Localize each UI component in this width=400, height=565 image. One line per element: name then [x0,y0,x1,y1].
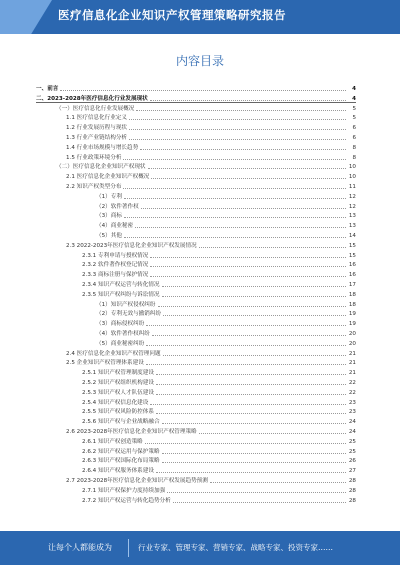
toc-page-number: 24 [348,419,356,426]
toc-leader-dots [123,159,346,160]
toc-entry-text: 2.7.1 知识产权保护力度持续加强 [82,487,166,494]
toc-leader-dots [129,119,346,120]
toc-entry[interactable] [36,358,356,366]
toc-entry-text: （2）专利无效与撤销纠纷 [96,311,162,318]
toc-entry[interactable] [36,162,356,170]
toc-entry-text: （5）商业秘密纠纷 [96,340,145,347]
toc-leader-dots [162,423,346,424]
toc-page-number: 8 [352,144,356,151]
toc-entry[interactable] [36,231,356,239]
toc-entry-text: 2.4 医疗信息化企业知识产权管理问题 [66,350,161,357]
toc-leader-dots [146,345,346,346]
toc-leader-dots [150,404,346,405]
toc-entry-text: （1）知识产权侵权纠纷 [96,301,156,308]
toc-page-number: 19 [348,321,356,328]
toc-entry[interactable] [36,94,356,102]
toc-entry[interactable] [36,476,356,484]
toc-entry-text: 2.3.3 商标注册与保护情况 [82,272,149,279]
toc-entry-text: 2.5.6 知识产权与企业战略融合 [82,419,160,426]
toc-entry-text: 2.5.3 知识产权人才队伍建设 [82,389,154,396]
toc-entry[interactable] [36,221,356,229]
toc-leader-dots [150,100,346,101]
toc-entry[interactable] [36,192,356,200]
toc-leader-dots [150,257,346,258]
toc-leader-dots [163,355,346,356]
toc-leader-dots [156,384,346,385]
toc-entry-text: 2.6.4 知识产权服务体系建设 [82,468,154,475]
toc-entry-text: 一、前言 [36,86,59,92]
toc-page-number: 6 [352,125,356,132]
toc-entry-text: （4）商业秘密 [96,223,134,230]
toc-entry[interactable] [36,290,356,298]
toc-page-number: 28 [348,478,356,484]
toc-leader-dots [124,237,346,238]
toc-leader-dots [124,217,346,218]
toc-entry-text: 2.6.2 知识产权运用与保护策略 [82,448,160,455]
toc-leader-dots [156,394,346,395]
toc-page-number: 21 [348,360,356,367]
toc-leader-dots [156,413,346,414]
toc-entry[interactable] [36,329,356,337]
toc-page-number: 16 [348,262,356,269]
toc-entry-text: 2.6 2023-2028年医疗信息化企业知识产权管理策略 [66,429,197,435]
toc-entry-text: 1.4 行业市场规模与增长趋势 [66,144,139,151]
toc-leader-dots [140,149,346,150]
toc-page-number: 20 [348,340,356,347]
toc-entry[interactable] [36,251,356,259]
toc-entry-text: 2.5.4 知识产权信息化建设 [82,399,149,406]
toc-entry[interactable] [36,447,356,455]
toc-page-number: 12 [348,203,356,210]
toc-entry[interactable] [36,417,356,425]
toc-entry-text: 2.3.1 专利申请与授权情况 [82,252,149,259]
toc-page-number: 4 [352,95,356,102]
toc-entry-text: 2.3 2022-2023年医疗信息化企业知识产权发展情况 [66,242,197,249]
toc-leader-dots [129,139,346,140]
footer-divider [128,539,129,557]
toc-page-number: 5 [352,105,356,112]
toc-entry-text: （1）专利 [96,193,122,200]
toc-page-number: 19 [348,311,356,318]
toc-entry[interactable] [36,270,356,278]
toc-entry[interactable] [36,133,356,141]
toc-page-number: 14 [348,233,356,239]
toc-leader-dots [151,178,346,179]
toc-leader-dots [123,188,346,189]
toc-leader-dots [210,482,346,483]
toc-entry-text: 1.5 行业政策环境分析 [66,154,122,161]
toc-entry-text: 二、2023-2028年医疗信息化行业发展现状 [36,95,148,102]
toc-entry-text: （4）软件著作权纠纷 [96,331,150,337]
toc-entry-text: 2.6.1 知识产权创造策略 [82,438,143,445]
toc-page-number: 5 [352,115,356,122]
toc-page-number: 21 [348,370,356,377]
toc-page-number: 13 [348,223,356,230]
header-band [0,0,400,34]
toc-entry[interactable] [36,211,356,219]
toc-leader-dots [152,335,346,336]
toc-leader-dots [150,266,346,267]
toc-entry[interactable] [36,172,356,180]
toc-entry[interactable] [36,339,356,347]
toc-entry[interactable] [36,280,356,288]
toc-page-number: 28 [348,487,356,494]
toc-page-number: 10 [348,174,356,181]
toc-leader-dots [162,286,346,287]
toc-leader-dots [146,325,346,326]
toc-page-number: 27 [348,468,356,475]
toc-page-number: 10 [348,164,356,171]
toc-entry[interactable] [36,378,356,386]
toc-entry[interactable] [36,407,356,415]
toc-entry[interactable] [36,123,356,131]
footer-band [0,531,400,565]
toc-leader-dots [199,433,346,434]
header-accent-stripe [0,0,52,34]
toc-entry[interactable] [36,388,356,396]
toc-leader-dots [199,247,346,248]
toc-page-number: 26 [348,458,356,465]
footer-slogan: 让每个人都能成为 [48,543,112,552]
toc-entry-text: （一）医疗信息化行业发展概况 [56,105,135,112]
toc-leader-dots [145,443,346,444]
toc-entry-text: （二）医疗信息化企业知识产权现状 [56,164,146,171]
toc-entry-text: 2.5.1 知识产权管理制度建设 [82,370,154,377]
toc-entry[interactable] [36,456,356,464]
toc-entry-text: 2.7.2 知识产权运营与转化趋势分析 [82,497,171,504]
toc-leader-dots [150,276,346,277]
toc-entry[interactable] [36,319,356,327]
toc-leader-dots [158,306,347,307]
toc-page-number: 13 [348,213,356,220]
toc-leader-dots [162,462,346,463]
toc-leader-dots [124,198,346,199]
toc-leader-dots [146,364,346,365]
toc-entry-text: 2.2 知识产权类型分布 [66,184,122,190]
toc-page-number: 18 [348,291,356,298]
toc-entry-text: 1.2 行业发展历程与现状 [66,125,128,132]
toc-entry[interactable] [36,398,356,406]
toc-entry-text: 2.3.4 知识产权运营与转化情况 [82,282,160,288]
toc-leader-dots [136,110,346,111]
toc-entry-text: 1.3 行业产业链结构分析 [66,135,128,141]
toc-entry[interactable] [36,153,356,161]
toc-page-number: 17 [348,282,356,288]
toc-entry-text: （3）商标 [96,213,122,220]
toc-entry[interactable] [36,113,356,121]
toc-entry[interactable] [36,309,356,317]
report-title: 医疗信息化企业知识产权管理策略研究报告 [58,8,286,22]
toc-leader-dots [173,502,346,503]
toc-page-number: 8 [352,154,356,161]
toc-entry[interactable] [36,260,356,268]
toc-page-number: 6 [352,135,356,141]
toc-leader-dots [162,453,346,454]
toc-page-number: 24 [348,429,356,435]
toc-entry-text: （3）商标侵权纠纷 [96,321,145,328]
toc-page-number: 4 [352,86,356,92]
toc-leader-dots [156,374,346,375]
toc-leader-dots [60,90,346,91]
toc-leader-dots [167,492,346,493]
toc-entry-text: 2.1 医疗信息化企业知识产权概况 [66,174,150,181]
toc-entry-text: （5）其他 [96,233,122,239]
toc-leader-dots [156,472,346,473]
toc-entry-text: 2.5.5 知识产权风险防控体系 [82,409,154,416]
toc-page-number: 28 [348,497,356,504]
toc-page-number: 23 [348,409,356,416]
toc-page-number: 22 [348,380,356,386]
toc-entry[interactable] [36,300,356,308]
toc-entry-text: 2.7 2023-2028年医疗信息化企业知识产权发展趋势预测 [66,478,208,484]
toc-entry[interactable] [36,437,356,445]
toc-entry-text: 2.3.5 知识产权纠纷与诉讼情况 [82,291,160,298]
toc-page-number: 15 [348,242,356,249]
toc-leader-dots [163,315,346,316]
toc-page-number: 11 [348,184,356,190]
toc-entry-text: 2.5.2 知识产权组织机构建设 [82,380,154,386]
toc-page-number: 22 [348,389,356,396]
toc-page-number: 25 [348,448,356,455]
toc-entry[interactable] [36,368,356,376]
toc-entry[interactable] [36,466,356,474]
toc-leader-dots [141,208,346,209]
toc-entry[interactable] [36,143,356,151]
toc-page-number: 16 [348,272,356,279]
toc-entry[interactable] [36,104,356,112]
toc-entry-text: 2.6.3 知识产权国际化布局策略 [82,458,160,465]
toc-page-number: 15 [348,252,356,259]
toc-page-number: 21 [348,350,356,357]
toc-page-number: 18 [348,301,356,308]
toc-title: 内容目录 [175,54,224,68]
toc-leader-dots [162,296,346,297]
toc-entry[interactable] [36,349,356,357]
toc-page-number: 25 [348,438,356,445]
toc-leader-dots [135,227,346,228]
toc-entry[interactable] [36,241,356,249]
toc-entry[interactable] [36,182,356,190]
toc-page-number: 20 [348,331,356,337]
footer-tagline: 行业专家、管理专家、营销专家、战略专家、投资专家…… [138,543,333,552]
toc-entry[interactable] [36,486,356,494]
toc-entry-text: 1.1 医疗信息化行业定义 [66,115,128,122]
toc-page-number: 23 [348,399,356,406]
toc-leader-dots [148,168,346,169]
toc-entry[interactable] [36,496,356,504]
toc-entry[interactable] [36,84,356,92]
toc-entry-text: 2.5 企业知识产权管理体系建设 [66,360,144,367]
toc-page-number: 12 [348,193,356,200]
toc-leader-dots [129,129,346,130]
toc-entry-text: 2.3.2 软件著作权登记情况 [82,262,149,269]
table-of-contents [36,84,356,516]
toc-entry[interactable] [36,427,356,435]
toc-entry[interactable] [36,202,356,210]
toc-entry-text: （2）软件著作权 [96,203,139,210]
